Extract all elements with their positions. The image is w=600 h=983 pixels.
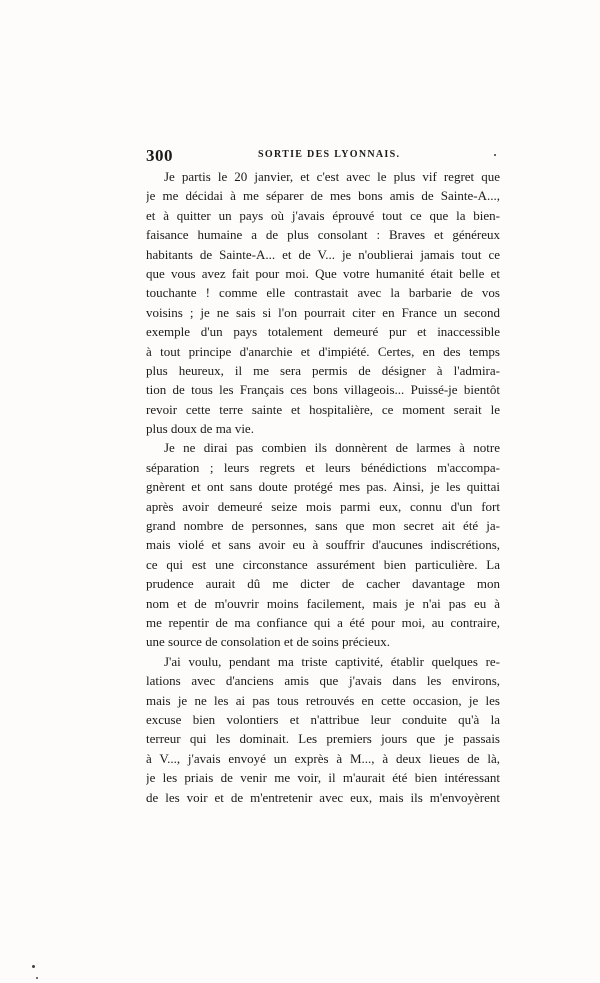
paragraph (146, 167, 500, 438)
text-line: je les priais de venir me voir, il m'aurait été bien intéressant (146, 770, 500, 786)
page-number: 300 (146, 146, 173, 165)
text-line: Je partis le 20 janvier, et c'est avec le plus vif regret que (164, 169, 500, 184)
ink-speck (32, 965, 35, 968)
text-line: revoir cette terre sainte et hospitalière, ce moment serait le (146, 401, 500, 417)
text-line: plus heureux, il me sera permis de désigner à l'admira- (146, 362, 500, 378)
ink-speck (36, 977, 38, 979)
text-line: mais violé et sans avoir eu à souffrir d'aucunes indiscrétions, (146, 537, 500, 553)
text-line: gnèrent et ont sans doute protégé mes pas. Ainsi, je les quittai (146, 479, 500, 495)
text-line: prudence aurait dû me dicter de cacher davantage mon (146, 576, 500, 592)
text-line: de les voir et de m'entretenir avec eux, mais ils m'envoyèrent (146, 789, 500, 805)
text-line: que vous avez fait pour moi. Que votre humanité était belle et (146, 265, 500, 281)
text-line: plus doux de ma vie. (146, 421, 254, 437)
text-line: touchante ! comme elle contrastait avec la barbarie de vos (146, 285, 500, 301)
paragraph (146, 652, 500, 807)
text-line: à tout principe d'anarchie et d'impiété. Certes, en des temps (146, 343, 500, 359)
text-line: me repentir de ma confiance qui a été pour moi, au contraire, (146, 614, 500, 630)
paragraph (146, 438, 500, 651)
text-line: lations avec d'anciens amis que j'avais dans les environs, (146, 673, 500, 689)
text-line: et à quitter un pays où j'avais éprouvé tout ce que la bien- (146, 207, 500, 223)
text-line: excuse bien volontiers et n'attribue leur conduite qu'à la (146, 711, 500, 727)
text-line: après avoir demeuré seize mois parmi eux, connu d'un fort (146, 498, 500, 514)
text-line: ce qui est une circonstance assurément bien particulière. La (146, 556, 500, 572)
text-line: séparation ; leurs regrets et leurs bénédictions m'accompa- (146, 459, 500, 475)
text-line: mais je ne les ai pas tous retrouvés en cette occasion, je les (146, 692, 500, 708)
text-line: je me décidai à me séparer de mes bons amis de Sainte-A..., (146, 188, 500, 204)
body-text (146, 167, 500, 807)
running-head: SORTIE DES LYONNAIS. (258, 149, 401, 160)
text-line: J'ai voulu, pendant ma triste captivité, établir quelques re- (164, 653, 500, 669)
text-line: nom et de m'ouvrir moins facilement, mais je n'ai pas eu à (146, 595, 500, 611)
text-line: voisins ; je ne sais si l'on pourrait citer en France un second (146, 304, 500, 320)
text-line: grand nombre de personnes, sans que mon secret ait été ja- (146, 518, 500, 534)
page-header (146, 146, 500, 164)
ink-speck (494, 154, 496, 156)
text-line: à V..., j'avais envoyé un exprès à M..., à deux lieues de là, (146, 750, 500, 766)
text-line: Je ne dirai pas combien ils donnèrent de larmes à notre (164, 440, 500, 456)
text-line: faisance humaine a de plus consolant : Braves et généreux (146, 227, 500, 243)
text-line: exemple d'un pays totalement demeuré pur et inaccessible (146, 324, 500, 340)
text-line: tion de tous les Français ces bons villageois... Puissé-je bientôt (146, 382, 500, 398)
text-line: terreur qui les dominait. Les premiers jours que je passais (146, 731, 500, 747)
text-line: habitants de Sainte-A... et de V... je n'oublierai jamais tout ce (146, 246, 500, 262)
text-line: une source de consolation et de soins précieux. (146, 634, 391, 650)
